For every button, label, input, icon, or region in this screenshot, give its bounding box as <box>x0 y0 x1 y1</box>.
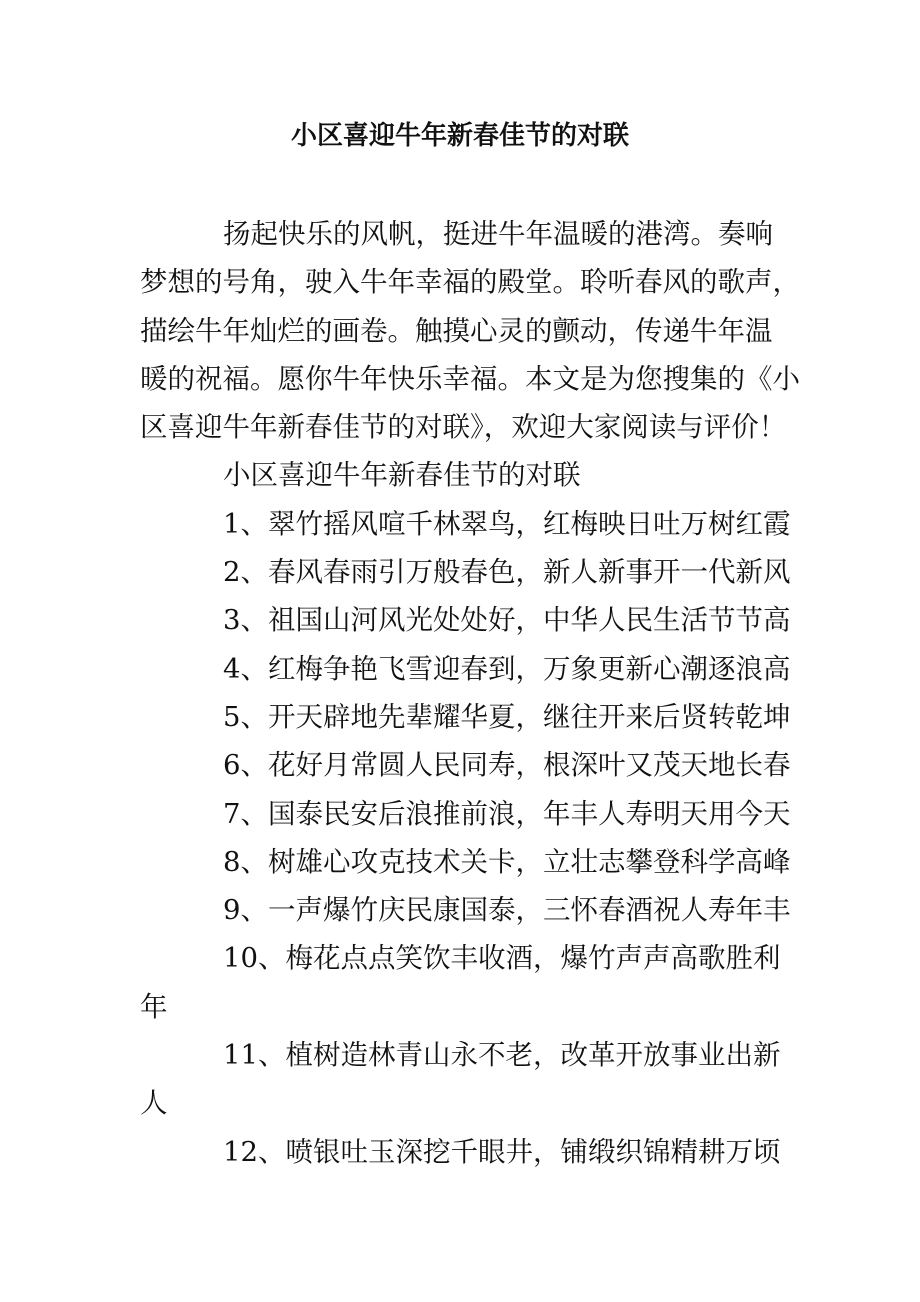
couplet-item: 12、喷银吐玉深挖千眼井，铺缎织锦精耕万顷 <box>223 1135 781 1168</box>
couplet-item: 9、一声爆竹庆民康国泰，三怀春酒祝人寿年丰 <box>223 894 791 927</box>
couplet-item: 2、春风春雨引万般春色，新人新事开一代新风 <box>223 556 791 589</box>
intro-line: 暖的祝福。愿你牛年快乐幸福。本文是为您搜集的《小 <box>140 362 800 395</box>
couplet-item: 10、梅花点点笑饮丰收酒，爆竹声声高歌胜利 <box>223 942 781 975</box>
couplet-item: 1、翠竹摇风喧千林翠鸟，红梅映日吐万树红霞 <box>223 507 791 540</box>
couplet-item: 6、花好月常圆人民同寿，根深叶又茂天地长春 <box>223 749 791 782</box>
couplet-item-wrap: 年 <box>140 990 168 1023</box>
intro-line: 梦想的号角，驶入牛年幸福的殿堂。聆听春风的歌声， <box>140 266 800 299</box>
couplet-item: 11、植树造林青山永不老，改革开放事业出新 <box>223 1039 781 1072</box>
section-subtitle: 小区喜迎牛年新春佳节的对联 <box>223 459 581 492</box>
intro-line: 扬起快乐的风帆，挺进牛年温暖的港湾。奏响 <box>223 218 773 250</box>
couplet-item: 3、祖国山河风光处处好，中华人民生活节节高 <box>223 604 791 637</box>
couplet-item: 7、国泰民安后浪推前浪，年丰人寿明天用今天 <box>223 797 791 830</box>
couplet-item-wrap: 人 <box>140 1087 168 1120</box>
couplet-item: 4、红梅争艳飞雪迎春到，万象更新心潮逐浪高 <box>223 652 791 685</box>
page-title: 小区喜迎牛年新春佳节的对联 <box>290 121 629 151</box>
intro-line: 描绘牛年灿烂的画卷。触摸心灵的颤动，传递牛年温 <box>140 314 773 347</box>
couplet-item: 5、开天辟地先辈耀华夏，继往开来后贤转乾坤 <box>223 700 791 733</box>
couplet-item: 8、树雄心攻克技术关卡，立壮志攀登科学高峰 <box>223 845 791 878</box>
document-body <box>140 210 800 1176</box>
intro-line: 区喜迎牛年新春佳节的对联》，欢迎大家阅读与评价！ <box>140 411 787 444</box>
